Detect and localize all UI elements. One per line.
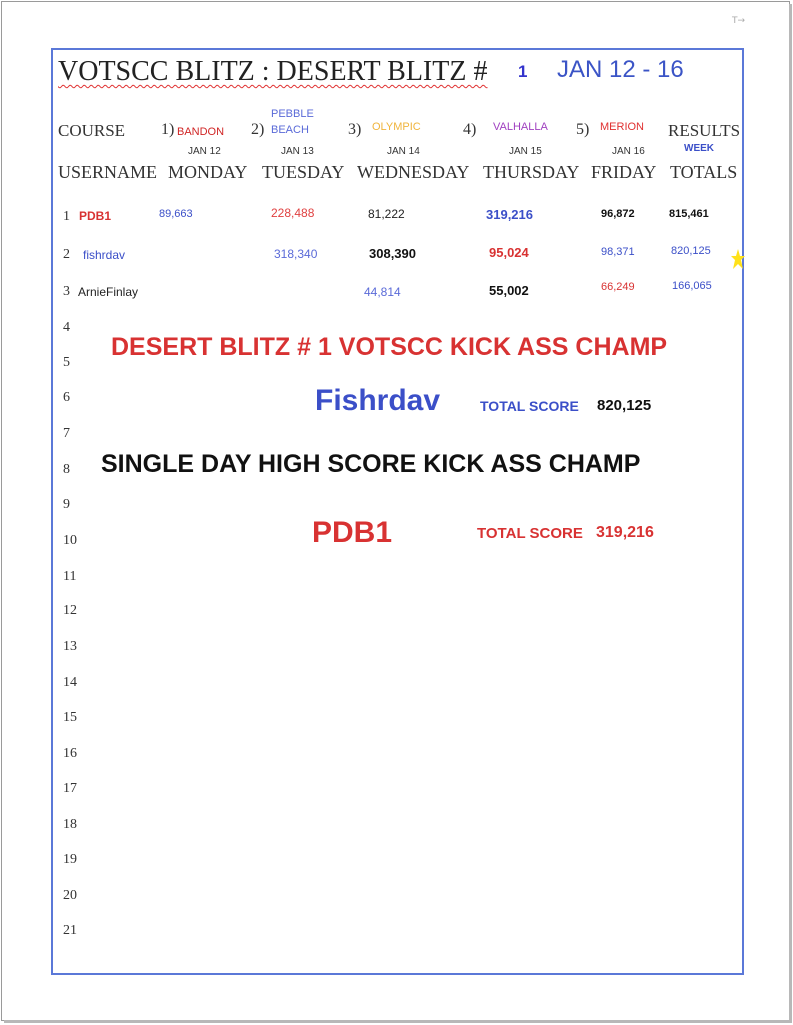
row-2-wed: 308,390: [369, 246, 416, 261]
title-dates: JAN 12 - 16: [557, 56, 684, 83]
row-number: 16: [63, 746, 77, 761]
course-3-name: OLYMPIC: [372, 121, 421, 133]
course-5-name: MERION: [600, 121, 644, 133]
page-shadow-right: [789, 4, 792, 1023]
row-number: 17: [63, 781, 77, 796]
row-number: 14: [63, 675, 77, 690]
star-icon: [730, 248, 746, 270]
high-score-name: PDB1: [312, 516, 393, 549]
totals-label: TOTALS: [670, 162, 738, 182]
course-1-number: 1): [161, 121, 175, 138]
day-wed: WEDNESDAY: [357, 162, 470, 182]
day-mon: MONDAY: [168, 162, 248, 182]
row-number: 5: [63, 355, 70, 370]
row-2-username: fishrdav: [83, 248, 126, 262]
champ-title: DESERT BLITZ # 1 VOTSCC KICK ASS CHAMP: [111, 333, 668, 361]
high-score-title: SINGLE DAY HIGH SCORE KICK ASS CHAMP: [101, 450, 641, 478]
row-1-wed: 81,222: [368, 207, 405, 221]
row-1-fri: 96,872: [601, 208, 635, 220]
date-wed: JAN 14: [387, 146, 420, 157]
row-number: 15: [63, 710, 77, 725]
date-fri: JAN 16: [612, 146, 645, 157]
champ-total-value: 820,125: [597, 397, 652, 414]
row-1-thu: 319,216: [486, 207, 533, 222]
content-border: [51, 48, 744, 975]
course-4-number: 4): [463, 121, 477, 138]
course-1-name: BANDON: [177, 126, 225, 138]
date-mon: JAN 12: [188, 146, 221, 157]
row-number: 4: [63, 320, 70, 335]
row-number: 1: [63, 209, 70, 224]
champ-name: Fishrdav: [315, 384, 441, 417]
high-score-total-label: TOTAL SCORE: [477, 525, 583, 542]
row-number: 9: [63, 497, 70, 512]
row-number: 8: [63, 462, 70, 477]
page-title: [58, 56, 487, 88]
row-number: 11: [63, 569, 77, 584]
username-label: USERNAME: [58, 162, 158, 182]
date-thu: JAN 15: [509, 146, 542, 157]
row-2-tue: 318,340: [274, 247, 318, 261]
results-label: RESULTS: [668, 121, 741, 140]
day-thu: THURSDAY: [483, 162, 580, 182]
row-number: 13: [63, 639, 77, 654]
row-1-tue: 228,488: [271, 206, 315, 220]
row-number: 18: [63, 817, 77, 832]
row-number: 2: [63, 247, 70, 262]
champ-total-label: TOTAL SCORE: [480, 398, 579, 414]
day-fri: FRIDAY: [591, 162, 657, 182]
week-label: WEEK: [684, 143, 714, 154]
course-4-name: VALHALLA: [493, 121, 548, 133]
course-label: COURSE: [58, 121, 126, 140]
row-3-total: 166,065: [672, 280, 712, 292]
row-1-mon: 89,663: [159, 208, 193, 220]
row-3-wed: 44,814: [364, 285, 401, 299]
corner-mark: T→: [732, 16, 746, 26]
row-number: 6: [63, 390, 70, 405]
row-number: 20: [63, 888, 77, 903]
row-number: 21: [63, 923, 77, 938]
course-2-number: 2): [251, 121, 265, 138]
row-3-thu: 55,002: [489, 283, 529, 298]
row-3-username: ArnieFinlay: [78, 285, 139, 299]
high-score-total-value: 319,216: [596, 524, 654, 541]
date-tue: JAN 13: [281, 146, 314, 157]
row-number: 3: [63, 284, 70, 299]
row-2-thu: 95,024: [489, 245, 529, 260]
course-2-name-line1: PEBBLE: [271, 108, 314, 120]
course-3-number: 3): [348, 121, 362, 138]
row-1-username: PDB1: [79, 209, 112, 223]
row-2-total: 820,125: [671, 245, 711, 257]
row-number: 10: [63, 533, 77, 548]
row-3-fri: 66,249: [601, 281, 635, 293]
course-5-number: 5): [576, 121, 590, 138]
row-number: 19: [63, 852, 77, 867]
course-2-name-line2: BEACH: [271, 124, 309, 136]
title-votscc: VOTSCC BLITZ : DESERT BLITZ #: [58, 56, 488, 87]
row-2-fri: 98,371: [601, 246, 635, 258]
row-number: 7: [63, 426, 70, 441]
title-number: 1: [518, 62, 528, 81]
row-1-total: 815,461: [669, 208, 709, 220]
day-tue: TUESDAY: [262, 162, 345, 182]
page-shadow-bottom: [4, 1020, 792, 1023]
row-number: 12: [63, 603, 77, 618]
